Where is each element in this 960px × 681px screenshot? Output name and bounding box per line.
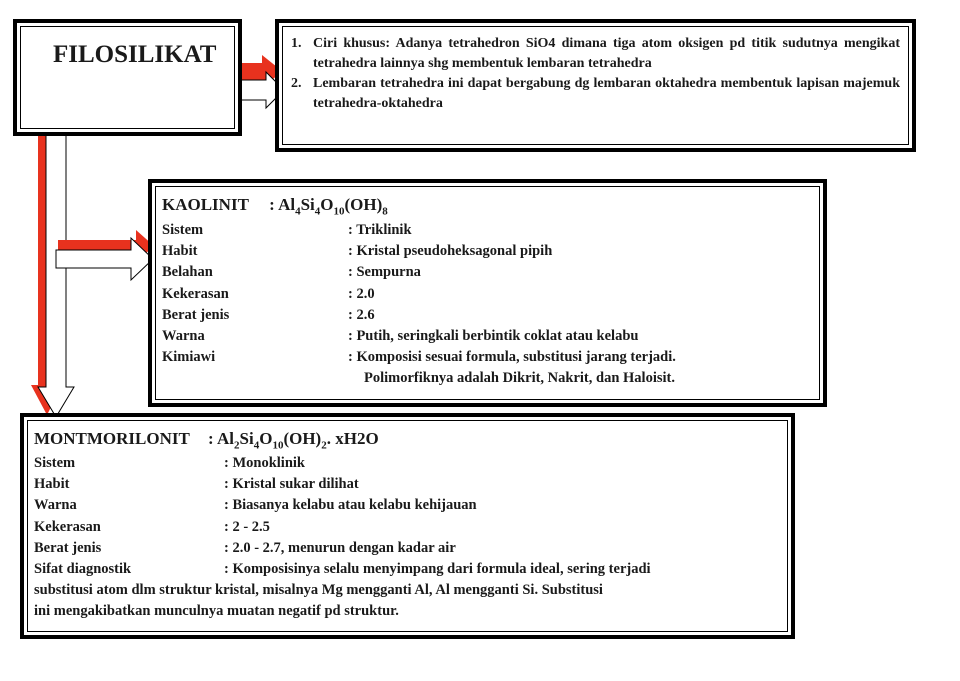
montmorilonit-continuation-1: substitusi atom dlm struktur kristal, misalnya Mg mengganti Al, Al mengganti Si. Substitusi [34,582,603,598]
property-value: : Triklinik [348,222,412,238]
montmorilonit-continuation-2: ini mengakibatkan munculnya muatan negatif pd struktur. [34,603,399,620]
property-row [162,347,676,368]
formula-subscript: 2 [234,439,240,452]
montmorilonit-header [34,429,379,451]
characteristic-item [291,74,900,114]
kaolinit-box [148,179,827,407]
formula-part: (OH) [344,195,383,214]
characteristic-number: 2. [291,76,302,91]
property-row [162,220,676,241]
characteristic-text: Ciri khusus: Adanya tetrahedron SiO4 dimana tiga atom oksigen pd titik sudutnya mengikat tetrahedra lainnya shg membentuk lembaran tetrahedra [313,36,900,71]
property-value: : Komposisi sesuai formula, substitusi jarang terjadi. [348,349,676,366]
formula-part: Si [239,429,254,448]
property-value: : Putih, seringkali berbintik coklat atau kelabu [348,328,639,345]
property-label: Habit [162,243,198,260]
property-value: : 2.0 [348,285,375,302]
formula-subscript: 10 [272,439,284,452]
formula-part: O [259,429,273,448]
property-label: Belahan [162,264,213,281]
property-row [34,517,651,538]
kaolinit-continuation: Polimorfiknya adalah Dikrit, Nakrit, dan Haloisit. [364,370,675,386]
formula-part: O [320,195,334,214]
characteristic-text: Lembaran tetrahedra ini dapat bergabung dg lembaran oktahedra membentuk lapisan majemuk tetrahedra-oktahedra [313,76,900,111]
page-title: FILOSILIKAT [53,41,217,68]
property-value: : Kristal pseudoheksagonal pipih [348,243,553,260]
montmorilonit-formula [217,429,379,452]
property-row [162,262,676,283]
montmorilonit-formula-sep: : [208,429,214,448]
formula-subscript: 4 [295,205,301,218]
property-row [162,284,676,305]
characteristics-box [275,19,916,152]
characteristics-list [291,34,900,114]
formula-subscript: 2 [321,439,327,452]
property-value: : Kristal sukar dilihat [224,476,359,493]
property-value: : 2 - 2.5 [224,518,270,535]
property-label: Warna [162,328,205,345]
montmorilonit-properties [34,453,651,580]
formula-part: (OH) [283,429,322,448]
kaolinit-formula-sep: : [269,195,275,214]
characteristic-item [291,34,900,74]
montmorilonit-name: MONTMORILONIT [34,429,190,448]
property-label: Sistem [34,455,76,471]
formula-subscript: 4 [314,205,321,218]
property-row [162,241,676,262]
property-label: Warna [34,497,77,514]
property-value: : 2.6 [348,306,375,323]
property-label: Kimiawi [162,349,216,366]
characteristic-number: 1. [291,36,302,51]
property-label: Habit [34,476,70,493]
formula-subscript: 10 [333,205,345,218]
formula-part: . xH2O [326,429,379,448]
property-value: : Sempurna [348,264,421,281]
kaolinit-formula [278,195,388,218]
property-row [34,538,651,559]
property-label: Sifat diagnostik [34,561,132,578]
kaolinit-name: KAOLINIT [162,195,249,214]
property-row [34,474,651,495]
property-value: : Biasanya kelabu atau kelabu kehijauan [224,497,477,514]
property-label: Kekerasan [34,518,101,535]
property-label: Berat jenis [34,539,102,556]
formula-subscript: 4 [253,439,260,452]
property-label: Berat jenis [162,306,230,323]
property-value: : Komposisinya selalu menyimpang dari formula ideal, sering terjadi [224,561,651,578]
property-row [34,559,651,580]
property-value: : 2.0 - 2.7, menurun dengan kadar air [224,539,456,556]
kaolinit-properties [162,220,676,368]
property-label: Sistem [162,222,204,238]
kaolinit-header [162,195,388,217]
montmorilonit-box [20,413,795,639]
formula-part: Al [217,429,235,448]
property-row [162,326,676,347]
formula-part: Si [300,195,315,214]
property-row [34,453,651,474]
formula-part: Al [278,195,296,214]
title-box [13,19,242,136]
property-label: Kekerasan [162,285,229,302]
formula-subscript: 8 [382,205,388,218]
property-row [34,495,651,516]
property-row [162,305,676,326]
property-value: : Monoklinik [224,455,305,471]
